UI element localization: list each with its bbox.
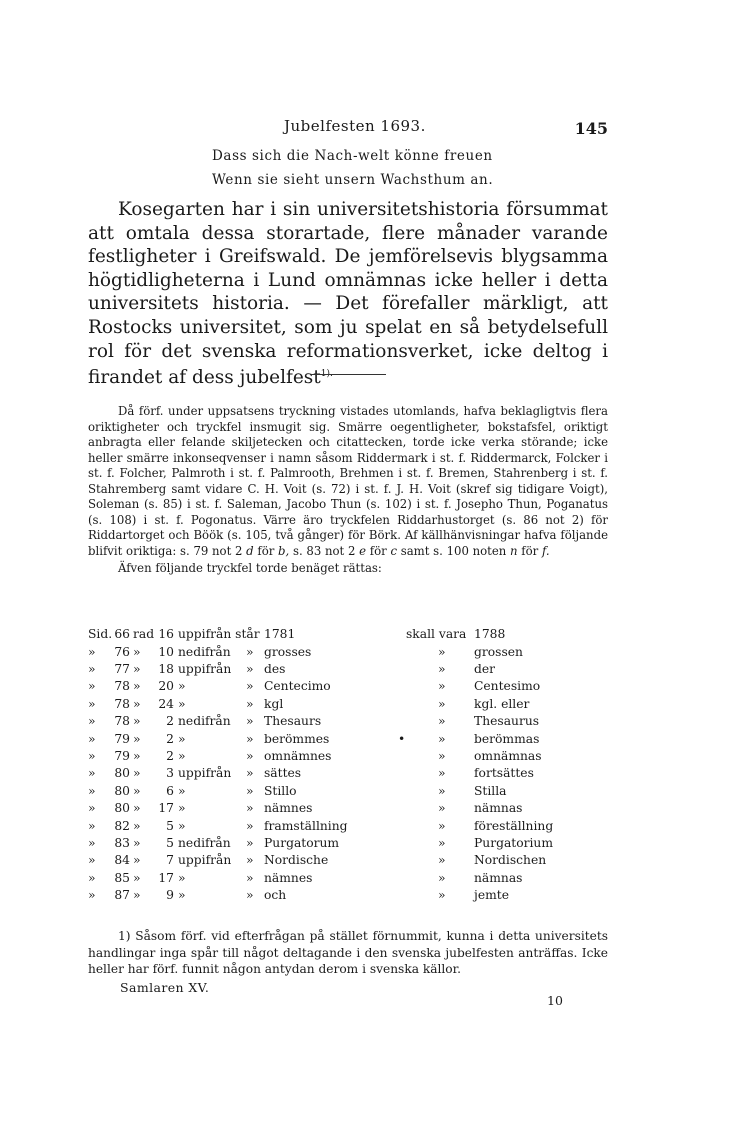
row-right-word: omnämnas bbox=[474, 748, 542, 763]
errata-italic-e: e bbox=[359, 543, 367, 558]
row-line: 24 bbox=[158, 696, 174, 711]
row-ditto: » bbox=[246, 835, 254, 850]
row-ditto-right: » bbox=[438, 731, 446, 746]
row-right-word: Stilla bbox=[474, 783, 507, 798]
row-page: 80 bbox=[114, 783, 130, 798]
row-ditto-right: » bbox=[438, 766, 446, 781]
row-page: 79 bbox=[114, 731, 130, 746]
row-mark: » bbox=[88, 679, 96, 694]
row-right-word: fortsättes bbox=[474, 766, 534, 781]
errata-note-text: Då förf. under uppsatsens tryckning vistades utomlands, hafva beklagligtvis flera oriktigheter och tryckfel insmugit sig. Smärre oegentligheter, bokstafsfel, oriktigt anbragta eller felande skiljetecken och citattecken, torde icke verka störande; icke heller smärre inkonseqvenser i namn såsom Riddermark i st. f. Riddermarck, Folcker i st. f. Folcher, Palmroth i st. f. Palmrooth, Brehmen i st. f. Bremen, Stahrenberg i st. f. Stahremberg samt vidare C. H. Voit (s. 72) i st. f. J. H. Voit (skref sig tidigare Voigt), Soleman (s. 85) i st. f. Saleman, Jacobo Thun (s. 102) i st. f. Josepho Thun, Poganatus (s. 108) i st. f. Pogonatus. Värre äro tryckfelen Riddarhustorget (s. 86 not 2) för Riddartorget och Böök (s. 105, två gånger) för Börk. Af källhänvisningar hafva följande blifvit oriktiga: s. 79 not 2 bbox=[88, 404, 608, 558]
row-ditto-right: » bbox=[438, 679, 446, 694]
header-line: 16 bbox=[158, 627, 174, 641]
section-divider bbox=[310, 374, 386, 375]
row-mark: » bbox=[88, 835, 96, 850]
row-mark: » bbox=[88, 731, 96, 746]
row-direction: nedifrån bbox=[178, 714, 231, 729]
row-mark: » bbox=[88, 818, 96, 833]
main-paragraph bbox=[88, 198, 608, 390]
main-paragraph-text: Kosegarten har i sin universitetshistoria försummat att omtala dessa storartade, flere månader varande festligheter i Greifswald. De jemförelsevis blygsamma högtidligheterna i Lund omnämnas icke heller i detta universitets historia. — Det förefaller märkligt, att Rostocks universitet, som ju spelat en så betydelsefull rol för det svenska reformationsverket, icke deltog i firandet af dess jubelfest bbox=[88, 199, 608, 389]
row-ditto: » bbox=[246, 766, 254, 781]
row-ditto: » bbox=[246, 696, 254, 711]
row-wrong-word: omnämnes bbox=[264, 748, 332, 763]
row-page: 85 bbox=[114, 870, 130, 885]
row-mark: » bbox=[88, 888, 96, 903]
row-ditto-right: » bbox=[438, 853, 446, 868]
row-direction: » bbox=[178, 870, 186, 885]
row-ditto-right: » bbox=[438, 696, 446, 711]
row-wrong-word: och bbox=[264, 888, 287, 903]
errata-italic-n: n bbox=[510, 543, 518, 558]
row-line: 17 bbox=[158, 801, 174, 816]
row-direction: nedifrån bbox=[178, 644, 231, 659]
row-wrong-word: Stillo bbox=[264, 783, 297, 798]
row-ditto-right: » bbox=[438, 644, 446, 659]
header-page: 66 bbox=[114, 627, 130, 641]
row-wrong-word: Purgatorum bbox=[264, 835, 340, 850]
row-page: 80 bbox=[114, 801, 130, 816]
row-direction: » bbox=[178, 888, 186, 903]
header-skall-vara: skall vara bbox=[406, 627, 467, 641]
row-wrong-word: berömmes bbox=[264, 731, 330, 746]
running-title: Jubelfesten 1693. bbox=[284, 117, 426, 135]
row-page: 80 bbox=[114, 766, 130, 781]
row-direction: » bbox=[178, 696, 186, 711]
row-rad: » bbox=[133, 679, 141, 694]
row-line: 5 bbox=[166, 818, 174, 833]
footnote-text: 1) Såsom förf. vid efterfrågan på stället förnummit, kunna i detta universitets handlingar inga spår till något deltagande i den svenska jubelfesten anträffas. Icke heller har förf. funnit någon antydan derom i svenska källor. bbox=[88, 929, 608, 976]
row-direction: » bbox=[178, 731, 186, 746]
row-mark: » bbox=[88, 853, 96, 868]
errata-text-d: för bbox=[369, 543, 387, 558]
errata-italic-d: d bbox=[246, 543, 254, 558]
row-wrong-word: grosses bbox=[264, 644, 312, 659]
row-ditto: » bbox=[246, 818, 254, 833]
row-page: 84 bbox=[114, 853, 130, 868]
row-direction: » bbox=[178, 783, 186, 798]
row-ditto: » bbox=[246, 679, 254, 694]
row-ditto: » bbox=[246, 661, 254, 676]
row-right-word: grossen bbox=[474, 644, 523, 659]
row-wrong-word: Thesaurs bbox=[264, 714, 322, 729]
header-wrong: 1781 bbox=[264, 627, 296, 641]
row-line: 17 bbox=[158, 870, 174, 885]
row-rad: » bbox=[133, 835, 141, 850]
row-direction: nedifrån bbox=[178, 835, 231, 850]
header-sid: Sid. bbox=[88, 627, 113, 641]
row-mark: » bbox=[88, 766, 96, 781]
row-rad: » bbox=[133, 748, 141, 763]
row-rad: » bbox=[133, 888, 141, 903]
header-direction: uppifrån står bbox=[178, 627, 260, 641]
errata-italic-c: c bbox=[390, 543, 397, 558]
row-mark: » bbox=[88, 661, 96, 676]
row-rad: » bbox=[133, 661, 141, 676]
row-line: 7 bbox=[166, 853, 174, 868]
errata-intro: Äfven följande tryckfel torde benäget rättas: bbox=[118, 561, 382, 575]
row-right-word: Centesimo bbox=[474, 679, 541, 694]
row-wrong-word: framställning bbox=[264, 818, 348, 833]
errata-text-c: s. 83 not 2 bbox=[292, 543, 356, 558]
row-ditto: » bbox=[246, 870, 254, 885]
row-direction: » bbox=[178, 801, 186, 816]
row-right-word: berömmas bbox=[474, 731, 540, 746]
row-line: 9 bbox=[166, 888, 174, 903]
row-ditto-right: » bbox=[438, 835, 446, 850]
row-wrong-word: Nordische bbox=[264, 853, 329, 868]
errata-text-f: för bbox=[521, 543, 539, 558]
row-right-word: nämnas bbox=[474, 801, 523, 816]
row-wrong-word: kgl bbox=[264, 696, 284, 711]
row-line: 5 bbox=[166, 835, 174, 850]
row-ditto: » bbox=[246, 748, 254, 763]
row-ditto-right: » bbox=[438, 818, 446, 833]
row-wrong-word: nämnes bbox=[264, 870, 313, 885]
footnote-reference: 1). bbox=[320, 369, 333, 380]
row-line: 6 bbox=[166, 783, 174, 798]
row-wrong-word: sättes bbox=[264, 766, 302, 781]
row-direction: uppifrån bbox=[178, 853, 232, 868]
row-page: 87 bbox=[114, 888, 130, 903]
row-ditto: » bbox=[246, 801, 254, 816]
row-mark: » bbox=[88, 748, 96, 763]
row-ditto-right: » bbox=[438, 888, 446, 903]
row-page: 78 bbox=[114, 679, 130, 694]
row-rad: » bbox=[133, 731, 141, 746]
row-ditto-right: » bbox=[438, 714, 446, 729]
page-number: 145 bbox=[574, 119, 608, 138]
row-direction: » bbox=[178, 679, 186, 694]
row-mark: » bbox=[88, 783, 96, 798]
row-line: 3 bbox=[166, 766, 174, 781]
row-direction: uppifrån bbox=[178, 661, 232, 676]
row-wrong-word: nämnes bbox=[264, 801, 313, 816]
errata-italic-b: b, bbox=[278, 543, 290, 558]
row-ditto-right: » bbox=[438, 783, 446, 798]
errata-text-b: för bbox=[257, 543, 275, 558]
row-right-word: Nordischen bbox=[474, 853, 547, 868]
running-header bbox=[88, 117, 608, 139]
signature-mark: Samlaren XV. bbox=[120, 980, 210, 995]
row-right-word: Thesaurus bbox=[474, 714, 540, 729]
row-rad: » bbox=[133, 783, 141, 798]
row-right-word: Purgatorium bbox=[474, 835, 554, 850]
row-right-word: kgl. eller bbox=[474, 696, 530, 711]
header-right: 1788 bbox=[474, 627, 506, 641]
row-rad: » bbox=[133, 766, 141, 781]
row-rad: » bbox=[133, 870, 141, 885]
row-ditto-right: » bbox=[438, 661, 446, 676]
footnote bbox=[88, 928, 608, 978]
row-rad: » bbox=[133, 801, 141, 816]
row-ditto: » bbox=[246, 644, 254, 659]
verse-line-1: Dass sich die Nach-welt könne freuen bbox=[212, 148, 493, 164]
row-asterisk: • bbox=[398, 731, 406, 746]
row-mark: » bbox=[88, 714, 96, 729]
row-ditto: » bbox=[246, 714, 254, 729]
row-right-word: der bbox=[474, 661, 496, 676]
row-page: 78 bbox=[114, 696, 130, 711]
row-rad: » bbox=[133, 644, 141, 659]
row-page: 83 bbox=[114, 835, 130, 850]
sheet-number: 10 bbox=[547, 993, 563, 1008]
row-ditto: » bbox=[246, 853, 254, 868]
row-ditto: » bbox=[246, 731, 254, 746]
row-right-word: nämnas bbox=[474, 870, 523, 885]
header-rad: rad bbox=[133, 627, 155, 641]
row-page: 77 bbox=[114, 661, 130, 676]
row-line: 20 bbox=[158, 679, 174, 694]
row-wrong-word: Centecimo bbox=[264, 679, 331, 694]
row-right-word: föreställning bbox=[474, 818, 554, 833]
row-ditto: » bbox=[246, 888, 254, 903]
row-line: 10 bbox=[158, 644, 174, 659]
row-rad: » bbox=[133, 696, 141, 711]
row-direction: uppifrån bbox=[178, 766, 232, 781]
row-rad: » bbox=[133, 853, 141, 868]
row-line: 2 bbox=[166, 731, 174, 746]
errata-text-e: samt s. 100 noten bbox=[400, 543, 507, 558]
row-page: 82 bbox=[114, 818, 130, 833]
row-mark: » bbox=[88, 801, 96, 816]
row-line: 18 bbox=[158, 661, 174, 676]
row-rad: » bbox=[133, 818, 141, 833]
row-wrong-word: des bbox=[264, 661, 286, 676]
row-page: 76 bbox=[114, 644, 130, 659]
errata-note bbox=[88, 404, 608, 577]
errata-italic-f: f. bbox=[541, 543, 550, 558]
row-ditto-right: » bbox=[438, 870, 446, 885]
row-direction: » bbox=[178, 818, 186, 833]
row-rad: » bbox=[133, 714, 141, 729]
row-mark: » bbox=[88, 870, 96, 885]
row-line: 2 bbox=[166, 748, 174, 763]
row-ditto: » bbox=[246, 783, 254, 798]
row-mark: » bbox=[88, 644, 96, 659]
row-ditto-right: » bbox=[438, 748, 446, 763]
row-page: 79 bbox=[114, 748, 130, 763]
row-line: 2 bbox=[166, 714, 174, 729]
verse-line-2: Wenn sie sieht unsern Wachsthum an. bbox=[212, 172, 494, 188]
row-direction: » bbox=[178, 748, 186, 763]
row-mark: » bbox=[88, 696, 96, 711]
row-right-word: jemte bbox=[474, 888, 509, 903]
row-page: 78 bbox=[114, 714, 130, 729]
row-ditto-right: » bbox=[438, 801, 446, 816]
